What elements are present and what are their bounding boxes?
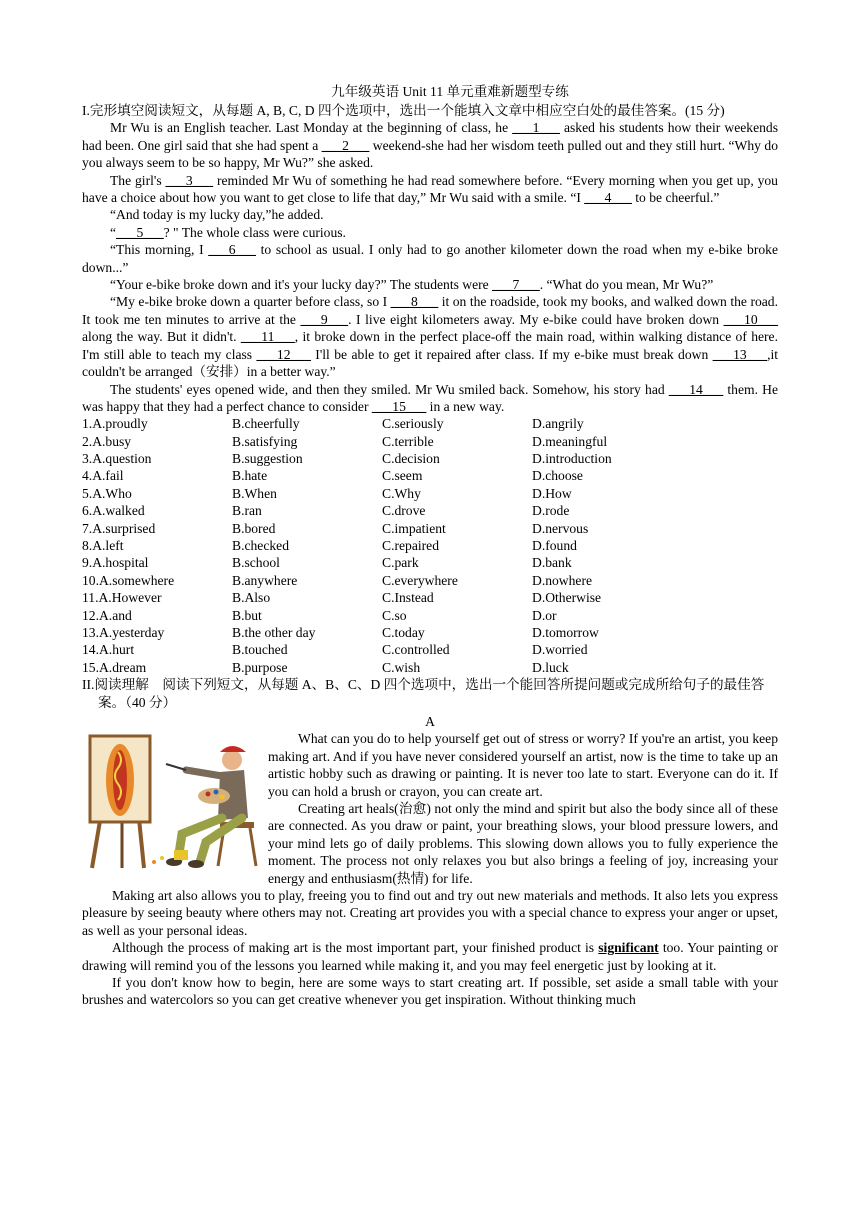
document-page [82, 82, 778, 1009]
text: , it broke down in the perfect place-off the main road, within walking distance of here. I'm still able to teach my class [82, 329, 778, 362]
blank-5: ___5___ [116, 224, 164, 240]
cloze-paragraph-6 [82, 276, 778, 293]
option-d: D.nowhere [532, 572, 593, 588]
option-b: B.touched [232, 642, 288, 658]
option-row [82, 433, 778, 450]
blank-3: ___3___ [165, 172, 214, 188]
blank-12: ___12___ [256, 346, 311, 362]
option-c: C.everywhere [382, 572, 458, 588]
option-d: D.Otherwise [532, 590, 602, 606]
blank-4: ___4___ [584, 190, 632, 206]
section2-heading: II.阅读理解 阅读下列短文，从每题 A、B、C、D 四个选项中，选出一个能回答所提问题或完成所给句子的最佳答案。（40 分） [82, 677, 765, 710]
blank-13: ___13___ [712, 346, 768, 362]
option-b: B.satisfying [232, 433, 298, 449]
text: them. He was happy that they had a perfect chance to consider [82, 381, 778, 414]
option-d: D.rode [532, 503, 570, 519]
option-d: D.found [532, 538, 577, 554]
option-c: C.wish [382, 659, 421, 675]
blank-10: ___10___ [723, 311, 778, 327]
option-d: D.or [532, 607, 557, 623]
text: . I live eight kilometers away. My e-bike could have broken down [348, 311, 724, 327]
blank-14: ___14___ [668, 381, 724, 397]
option-a: 4.A.fail [82, 468, 124, 484]
blank-1: ___1___ [512, 120, 560, 136]
text: in a new way. [426, 398, 505, 414]
option-a: 5.A.Who [82, 485, 132, 501]
blank-6: ___6___ [208, 242, 256, 258]
option-a: 7.A.surprised [82, 520, 156, 536]
option-row [82, 467, 778, 484]
option-a: 1.A.proudly [82, 416, 148, 432]
cloze-paragraph-8 [82, 381, 778, 416]
text: I'll be able to get it repaired after class. If my e-bike must break down [310, 346, 713, 362]
option-row [82, 572, 778, 589]
cloze-paragraph-5 [82, 241, 778, 276]
option-a: 12.A.and [82, 607, 132, 623]
option-row [82, 589, 778, 606]
option-c: C.park [382, 555, 419, 571]
option-row [82, 607, 778, 624]
blank-9: ___9___ [300, 311, 349, 327]
option-row [82, 537, 778, 554]
blank-7: ___7___ [492, 277, 540, 293]
text: The students' eyes opened wide, and then they smiled. Mr Wu smiled back. Somehow, his story had [110, 381, 669, 397]
option-a: 8.A.left [82, 538, 124, 554]
cloze-paragraph-4 [82, 224, 778, 241]
text: “Your e-bike broke down and it's your lucky day?” The students were [110, 277, 493, 293]
option-b: B.cheerfully [232, 416, 300, 432]
passage-a [82, 730, 778, 1009]
text: reminded Mr Wu of something he had read somewhere before. “Every morning when you get up, you have a choice about how you want to get close to life that day,” Mr Wu said with a smile. “I [82, 172, 778, 206]
blank-15: ___15___ [371, 398, 427, 414]
option-c: C.seriously [382, 416, 444, 432]
option-d: D.luck [532, 659, 569, 675]
option-a: 11.A.However [82, 590, 162, 606]
option-d: D.meaningful [532, 433, 608, 449]
passage-label: A [425, 713, 435, 729]
option-d: D.worried [532, 642, 588, 658]
option-row [82, 485, 778, 502]
option-a: 6.A.walked [82, 503, 145, 519]
text: Mr Wu is an English teacher. Last Monday at the beginning of class, he [110, 120, 513, 136]
section1-heading: I.完形填空阅读短文，从每题 A, B, C, D 四个选项中，选出一个能填入文章中相应空白处的最佳答案。(15 分) [82, 103, 725, 118]
cloze-paragraph-3: “And today is my lucky day,”he added. [110, 207, 324, 223]
option-c: C.repaired [382, 538, 439, 554]
option-d: D.introduction [532, 451, 612, 467]
text: to school as usual. I only had to go another kilometer down the road when my e-bike broke down...” [82, 242, 778, 275]
text: asked his students how their weekends had been. One girl said that she had spent a [82, 120, 778, 153]
option-b: B.Also [232, 590, 271, 606]
text: along the way. But it didn't. [82, 329, 241, 345]
text: Although the process of making art is the most important part, your finished product is [112, 940, 599, 956]
blank-8: ___8___ [390, 294, 439, 310]
option-b: B.school [232, 555, 280, 571]
option-c: C.Instead [382, 590, 434, 606]
text: ? " The whole class were curious. [163, 224, 346, 240]
text: it on the roadside, took my books, and walked down the road. It took me ten minutes to arrive at the [82, 294, 778, 327]
option-a: 9.A.hospital [82, 555, 149, 571]
passage-a-paragraph-1: What can you do to help yourself get out of stress or worry? If you're an artist, you keep making art. And if you have never considered yourself an artist, now is the time to take up an artistic hobby such as drawing or painting. It is never too late to start. Everyone can do it. If you can hold a brush or crayon, you can create art. [268, 731, 778, 799]
option-row [82, 659, 778, 676]
option-row [82, 554, 778, 571]
passage-a-paragraph-5: If you don't know how to begin, here are some ways to start creating art. If possible, set aside a small table with your brushes and watercolors so you can get creative whenever you get inspiration. Without thinking much [82, 975, 778, 1008]
option-c: C.today [382, 625, 425, 640]
option-b: B.the other day [232, 625, 316, 640]
text: to be cheerful.” [631, 190, 720, 206]
text: The girl's [110, 172, 166, 188]
option-a: 15.A.dream [82, 659, 147, 675]
option-b: B.When [232, 485, 277, 501]
text: . “What do you mean, Mr Wu?” [539, 277, 714, 293]
option-row [82, 641, 778, 658]
option-c: C.impatient [382, 520, 446, 536]
text: “ [110, 224, 117, 240]
option-c: C.drove [382, 503, 426, 519]
passage-a-paragraph-4 [82, 939, 778, 974]
option-a: 3.A.question [82, 451, 152, 467]
option-a: 2.A.busy [82, 433, 132, 449]
option-d: D.bank [532, 555, 572, 571]
option-c: C.controlled [382, 642, 450, 658]
passage-a-paragraph-3: Making art also allows you to play, freeing you to find out and try out new materials and methods. It also lets you express pleasure by seeing beauty where others may not. Creating art provides you with a special chance to express your anger or upset, as well as your personal ideas. [82, 888, 778, 938]
cloze-paragraph-7 [82, 293, 778, 380]
painter-illustration [82, 730, 262, 870]
option-d: D.How [532, 485, 572, 501]
page-title: 九年级英语 Unit 11 单元重难新题型专练 [331, 84, 569, 99]
option-d: D.angrily [532, 416, 584, 432]
option-d: D.choose [532, 468, 583, 484]
option-a: 10.A.somewhere [82, 572, 175, 588]
text: weekend-she had her wisdom teeth pulled out and they still hurt. “Why do you always seem to be so happy, Mr Wu?” she asked. [82, 137, 778, 171]
cloze-paragraph-2 [82, 172, 778, 207]
option-b: B.bored [232, 520, 276, 536]
option-b: B.purpose [232, 659, 288, 675]
option-c: C.seem [382, 468, 423, 484]
option-b: B.checked [232, 538, 289, 554]
option-row [82, 520, 778, 537]
keyword-significant: significant [598, 940, 659, 956]
option-b: B.but [232, 607, 262, 623]
option-c: C.decision [382, 451, 440, 467]
option-c: C.Why [382, 485, 421, 501]
option-c: C.so [382, 607, 407, 623]
option-d: D.nervous [532, 520, 589, 536]
option-b: B.suggestion [232, 451, 303, 467]
option-row [82, 502, 778, 519]
cloze-paragraph-1 [82, 119, 778, 171]
blank-11: ___11___ [240, 329, 295, 345]
text: “This morning, I [110, 242, 209, 258]
option-row [82, 624, 778, 641]
option-c: C.terrible [382, 433, 434, 449]
blank-2: ___2___ [321, 137, 370, 153]
answer-options [82, 415, 778, 676]
option-b: B.hate [232, 468, 268, 484]
option-b: B.ran [232, 503, 262, 519]
text: too. Your painting or drawing will remind you of the lessons you learned while making it, and you may feel energetic just by looking at it. [82, 940, 778, 973]
passage-a-paragraph-2: Creating art heals(治愈) not only the mind and spirit but also the body since all of these are connected. As you draw or paint, your breathing slows, your blood pressure lowers, and your mind lets go of daily problems. This slowing down allows you to fully experience the moment. The process not only relaxes you but also brings a feeling of joy, increasing your energy and enthusiasm(热情) for life. [268, 801, 778, 886]
option-b: B.anywhere [232, 572, 298, 588]
text: ,it couldn't be arranged（安排）in a better way.” [82, 346, 779, 380]
option-a: 14.A.hurt [82, 642, 135, 658]
option-d: D.tomorrow [532, 625, 599, 640]
option-row [82, 415, 778, 432]
text: “My e-bike broke down a quarter before class, so I [110, 294, 391, 310]
option-row [82, 450, 778, 467]
option-a: 13.A.yesterday [82, 625, 165, 640]
